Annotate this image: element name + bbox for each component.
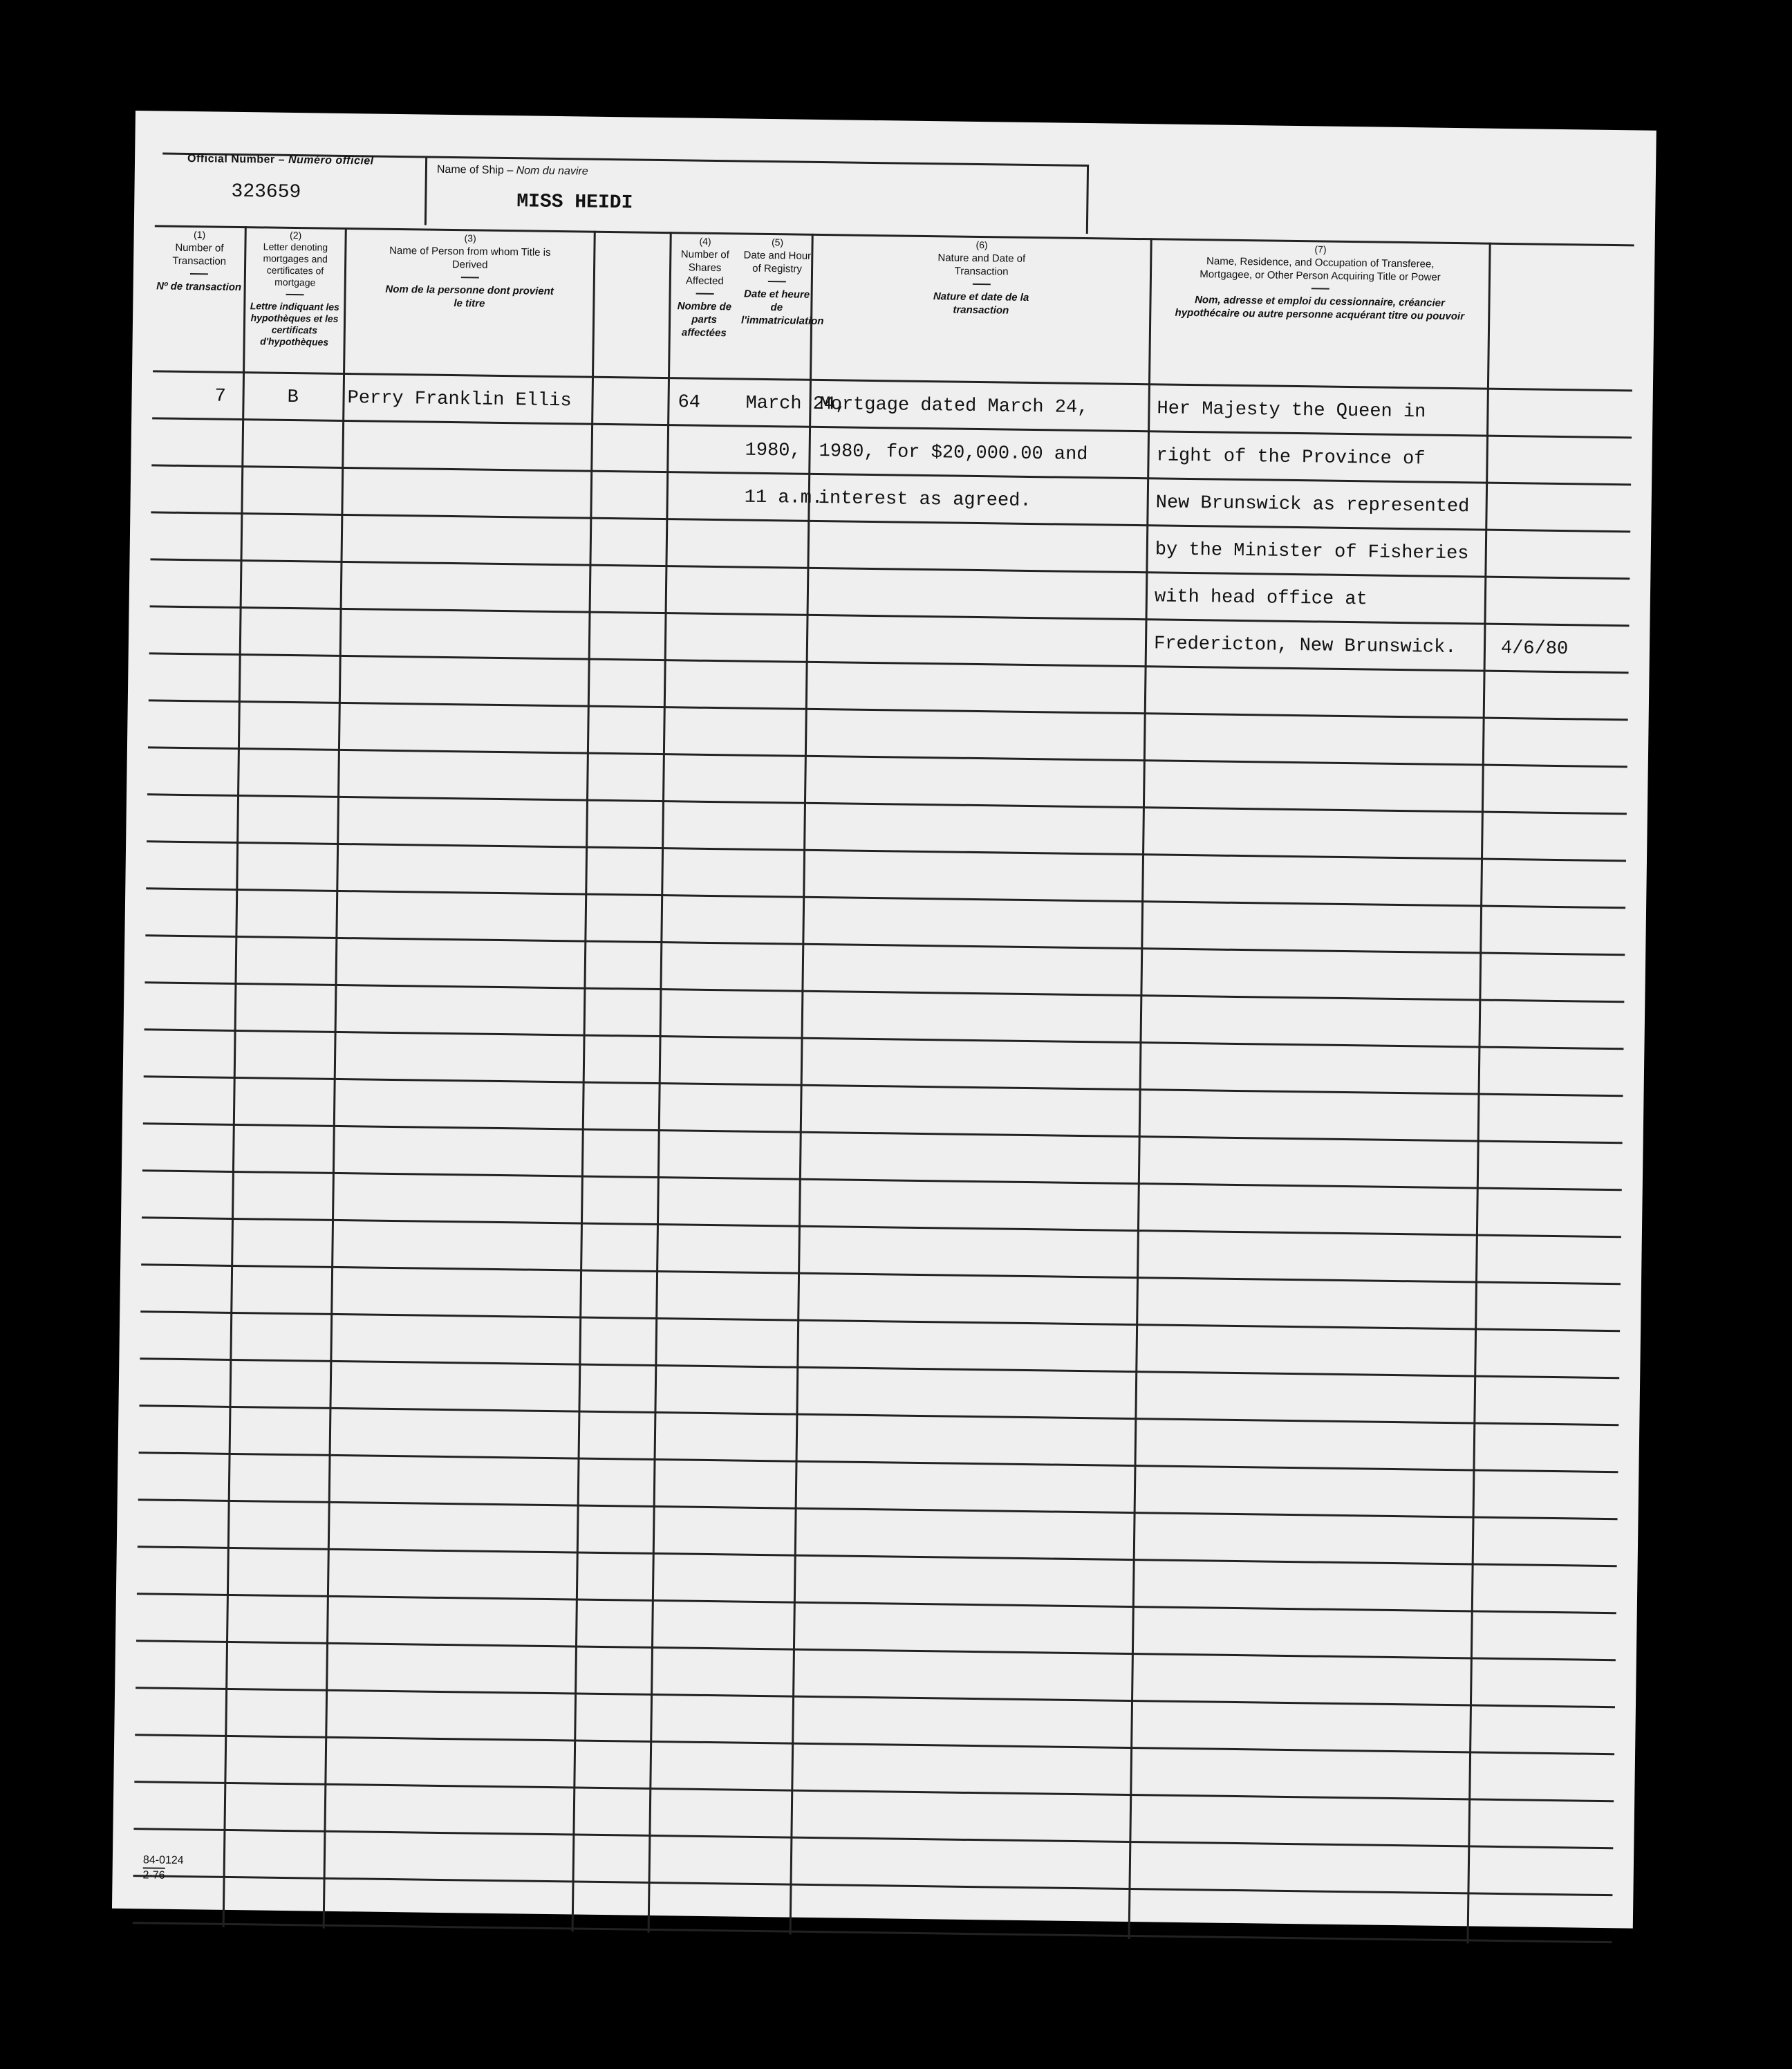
column-header-2 [245,229,345,349]
ruled-line [144,981,1624,1003]
transferee-line: right of the Province of [1156,445,1426,470]
registry-line: 11 a.m. [744,487,823,510]
transaction-number: 7 [214,386,226,407]
column-number: (5) [771,236,784,248]
ruled-line [150,605,1630,627]
shares-affected: 64 [678,392,701,414]
header-dash [286,294,304,295]
column-header-7 [1151,241,1488,323]
official-number-label-en: Official Number – [187,152,286,166]
form-code [142,1853,183,1883]
header-dash [460,277,478,278]
column-title-fr: Nature et date de la transaction [933,290,1029,317]
column-number: (4) [699,235,711,247]
extra-date: 4/6/80 [1500,638,1569,660]
form-number: 84-0124 [142,1854,184,1867]
column-title-fr: Nom de la personne dont provient le titre [385,283,554,310]
ruled-line [136,1687,1615,1708]
ruled-line [139,1451,1618,1473]
ruled-line [147,793,1627,815]
transferee-line: Fredericton, New Brunswick. [1153,633,1457,659]
transferee-line: with head office at [1154,586,1368,611]
ruled-line [144,1028,1624,1050]
official-number-label [187,153,374,168]
column-header-3 [346,230,593,312]
ruled-line [142,1169,1622,1191]
ruled-line [140,1310,1620,1332]
column-title-fr: Nº de transaction [156,280,242,294]
column-number: (7) [1314,243,1327,255]
ruled-line [133,1922,1612,1943]
column-header-1 [154,228,245,294]
ship-name-label-en: Name of Ship – [436,163,514,177]
ruled-line [145,934,1625,956]
ruled-line [135,1734,1614,1755]
form-revision: 2-76 [142,1867,165,1882]
ruled-line [137,1593,1616,1614]
column-header-4 [671,234,739,340]
ruled-line [142,1216,1621,1238]
nature-line: 1980, for $20,000.00 and [819,440,1088,466]
transferee-line: New Brunswick as represented [1155,492,1470,518]
nature-line: interest as agreed. [818,488,1032,512]
column-header-6 [812,236,1150,319]
official-number-value: 323659 [231,180,301,204]
from-person: Perry Franklin Ellis [347,388,572,412]
header-dash [768,281,786,282]
header-dash [972,284,990,285]
ruled-line [138,1499,1618,1520]
ruled-line [133,1828,1613,1849]
mortgage-letter: B [287,387,299,409]
column-title-en: Name of Person from whom Title is Derived [389,244,551,271]
column-number: (3) [464,232,476,244]
transferee-line: Her Majesty the Queen in [1157,398,1426,423]
ruled-line [136,1640,1616,1661]
ruled-line [141,1263,1621,1285]
header-dash [190,273,208,275]
ruled-line [147,840,1626,862]
column-title-en: Letter denoting mortgages and certificates of mortgage [263,241,328,288]
column-title-en: Nature and Date of Transaction [937,252,1026,278]
header-dash [1311,288,1329,289]
ship-name-label-fr: Nom du navire [516,165,588,178]
column-number: (6) [976,239,988,251]
ship-name-box [424,156,1089,234]
ruled-line [148,746,1627,768]
ship-name-value: MISS HEIDI [516,191,633,214]
column-title-en: Number of Shares Affected [680,248,729,288]
official-number-label-fr: Numéro officiel [288,154,374,167]
column-title-fr: Nombre de parts affectées [677,300,732,340]
registry-line: March 24, [745,393,847,416]
ruled-line [149,699,1628,721]
ruled-line [138,1546,1617,1567]
column-title-en: Number of Transaction [172,241,227,268]
ruled-line [144,1075,1623,1097]
register-table [133,225,1634,1945]
column-title-fr: Date et heure de l'immatriculation [740,288,824,328]
column-number: (2) [289,229,302,241]
column-title-en: Name, Residence, and Occupation of Transferee, Mortgagee, or Other Person Acquiring Title or Power [1200,255,1441,284]
transferee-line: by the Minister of Fisheries [1155,539,1469,565]
ruled-line [133,1875,1613,1896]
registry-line: 1980, [745,440,801,462]
column-title-en: Date and Hour of Registry [743,249,812,275]
header-dash [696,293,713,295]
ship-name-label [437,164,588,178]
ruled-line [146,887,1625,909]
column-title-fr: Nom, adresse et emploi du cessionnaire, créancier hypothécaire ou autre personne acquérant titre ou pouvoir [1175,294,1465,323]
column-number: (1) [193,229,206,241]
ruled-line [143,1122,1623,1144]
register-page [112,111,1656,1929]
ruled-line [139,1404,1618,1426]
nature-line: Mortgage dated March 24, [819,393,1089,419]
column-header-5 [740,235,824,328]
ruled-line [140,1357,1619,1379]
column-title-fr: Lettre indiquant les hypothèques et les certificats d'hypothèques [250,300,339,348]
ruled-line [134,1781,1614,1802]
